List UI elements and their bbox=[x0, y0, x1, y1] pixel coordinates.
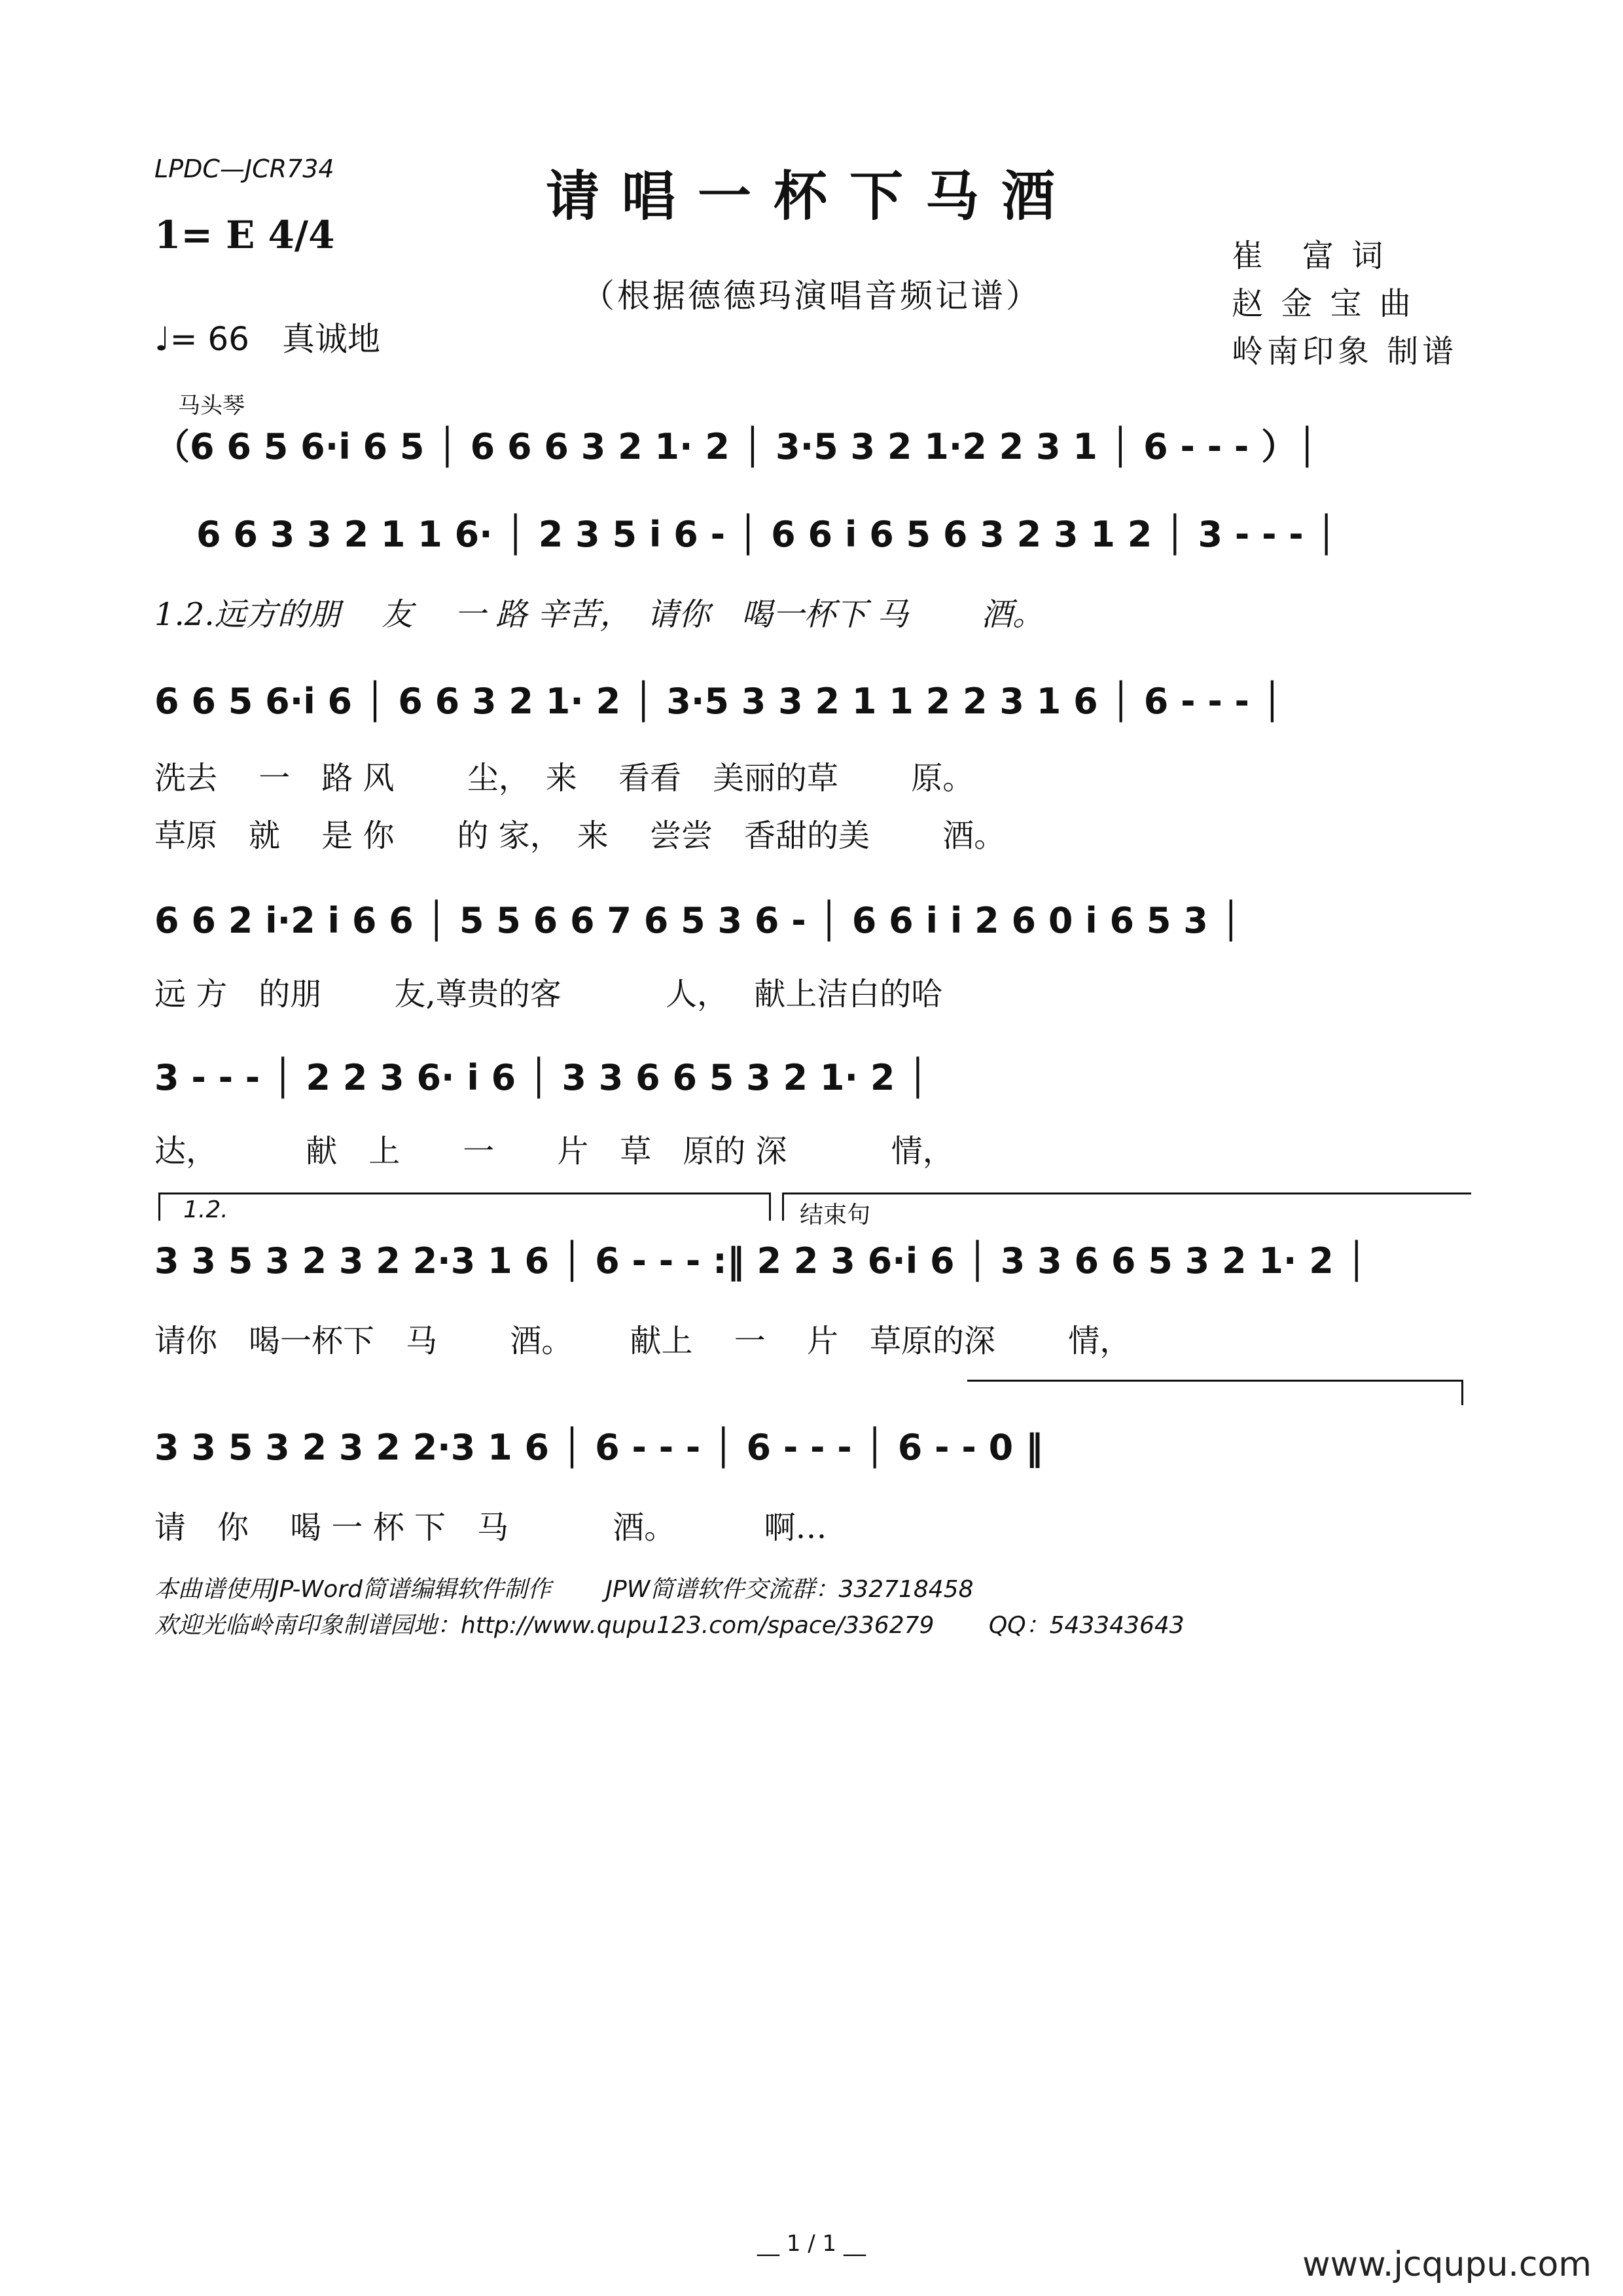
key-signature: 1= E 4/4 bbox=[154, 213, 335, 257]
final-bracket bbox=[967, 1380, 1463, 1405]
footer-line: 欢迎光临岭南印象制谱园地：http://www.qupu123.com/space/336279 QQ：543343643 bbox=[154, 1612, 1185, 1639]
lyric-line: 请 你 喝 一 杯 下 马 酒。 啊… bbox=[154, 1509, 827, 1546]
engraver-credit: 岭南印象 制谱 bbox=[1232, 333, 1458, 370]
lyric-line: 洗去 一 路 风 尘， 来 看看 美丽的草 原。 bbox=[154, 760, 974, 797]
page-title: 请唱一杯下马酒 bbox=[545, 165, 1077, 228]
lyric-line: 远 方 的朋 友,尊贵的客 人， 献上洁白的哈 bbox=[154, 976, 943, 1013]
subtitle: （根据德德玛演唱音频记谱） bbox=[582, 277, 1041, 315]
instrument-label: 马头琴 bbox=[178, 393, 245, 419]
volta-label: 1.2. bbox=[183, 1196, 228, 1223]
notation-row: 6 6 3 3 2 1 1 6· │ 2 3 5 i 6 - │ 6 6 i 6 5 6 3 2 3 1 2 │ 3 - - - │ bbox=[196, 514, 1338, 555]
notation-row: 3 - - - │ 2 2 3 6· i 6 │ 3 3 6 6 5 3 2 1· 2 │ bbox=[154, 1057, 929, 1098]
notation-row: 3 3 5 3 2 3 2 2·3 1 6 │ 6 - - - :‖ 2 2 3 6·i 6 │ 3 3 6 6 5 3 2 1· 2 │ bbox=[154, 1240, 1368, 1282]
lyric-line: 请你 喝一杯下 马 酒。 献上 一 片 草原的深 情， bbox=[154, 1323, 1132, 1359]
footer-line: 本曲谱使用JP-Word简谱编辑软件制作 JPW简谱软件交流群：332718458 bbox=[154, 1576, 974, 1603]
coda-label: 结束句 bbox=[800, 1202, 871, 1229]
coda-bracket bbox=[782, 1193, 1471, 1221]
page-number: __ 1 / 1 __ bbox=[757, 2231, 866, 2257]
lyric-line: 达， 献 上 一 片 草 原的 深 情， bbox=[154, 1133, 954, 1170]
composer-credit: 赵 金 宝 曲 bbox=[1232, 285, 1415, 322]
lyric-line: 1.2.远方的朋 友 一 路 辛苦， 请你 喝一杯下 马 酒。 bbox=[154, 596, 1044, 633]
tempo-marking: ♩= 66 真诚地 bbox=[154, 320, 380, 358]
lyric-line: 草原 就 是 你 的 家， 来 尝尝 香甜的美 酒。 bbox=[154, 817, 1006, 854]
notation-row: （6 6 5 6·i 6 5 │ 6 6 6 3 2 1· 2 │ 3·5 3 2 1·2 2 3 1 │ 6 - - - ）│ bbox=[154, 426, 1318, 467]
score-code: LPDC—JCR734 bbox=[154, 154, 334, 183]
notation-row: 6 6 2 i·2 i 6 6 │ 5 5 6 6 7 6 5 3 6 - │ 6 6 i i 2 6 0 i 6 5 3 │ bbox=[154, 900, 1242, 941]
notation-row: 3 3 5 3 2 3 2 2·3 1 6 │ 6 - - - │ 6 - - - │ 6 - - 0 ‖ bbox=[154, 1427, 1043, 1468]
site-watermark: www.jcqupu.com bbox=[1302, 2245, 1592, 2284]
lyricist-credit: 崔 富 词 bbox=[1232, 238, 1387, 274]
volta-bracket bbox=[158, 1193, 771, 1221]
notation-row: 6 6 5 6·i 6 │ 6 6 3 2 1· 2 │ 3·5 3 3 2 1 1 2 2 3 1 6 │ 6 - - - │ bbox=[154, 681, 1283, 722]
